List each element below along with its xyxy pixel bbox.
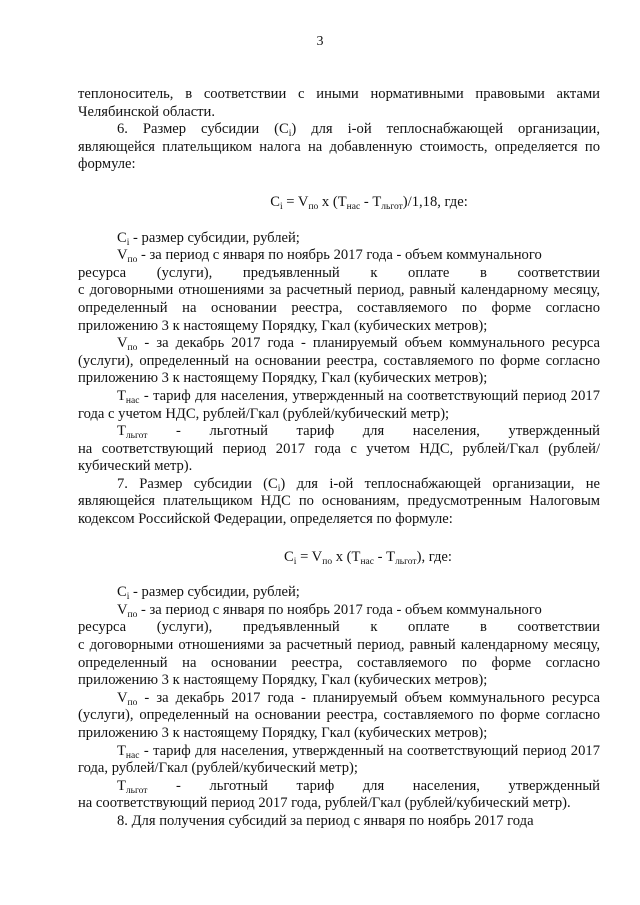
definition-tnas: $T_{нас}$ - тариф для населения, утвержденный на соответствующий период 2017 года с учетом НДС, рублей/Гкал (рублей/кубический метр); [78, 387, 600, 422]
definition-tlgot-line2: на соответствующий период 2017 года с учетом НДС, рублей/Гкал (рублей/кубический метр). [78, 440, 600, 475]
definition-vpo-line3: с договорными отношениями за расчетный период, равный календарному месяцу, определенный на основании реестра, составляемого по форме согласно приложению 3 к настоящему Порядку, Гкал (кубических метров); [78, 282, 600, 334]
definition2-vpo-december: $V_{по}$ - за декабрь 2017 года - планируемый объем коммунального ресурса (услуги), определенный на основании реестра, составляемого по форме согласно приложению 3 к настоящему Порядку, Гкал (кубических метров); [78, 689, 600, 741]
definition2-vpo-line3: с договорными отношениями за расчетный период, равный календарному месяцу, определенный на основании реестра, составляемого по форме согласно приложению 3 к настоящему Порядку, Гкал (кубических метров); [78, 637, 600, 689]
definition2-tlgot-line2: на соответствующий период 2017 года, рублей/Гкал (рублей/кубический метр). [78, 795, 571, 812]
formula-vat: $C_i = V_{по}$ x $(T_{нас} - T_{льгот})/1,18$, где: [270, 193, 468, 212]
definition-vpo-line2: ресурса (услуги), предъявленный к оплате в соответствии [78, 264, 600, 281]
page-number: 3 [316, 34, 324, 49]
definition-vpo-line1: $V_{по}$ - за период с января по ноябрь 2017 года - объем коммунального [117, 247, 542, 266]
definition-ci: $C_i$ - размер субсидии, рублей; [117, 229, 300, 248]
paragraph-7: 7. Размер субсидии $(C_i)$ для i-ой теплоснабжающей организации, не являющейся плательщиком НДС по основаниям, предусмотренным Налоговым кодексом Российской Федерации, определяется по формуле: [78, 475, 600, 528]
definition2-tnas: $T_{нас}$ - тариф для населения, утвержденный на соответствующий период 2017 года, рублей/Гкал (рублей/кубический метр); [78, 742, 600, 777]
definition2-tlgot-line1: $T_{льгот}$ - льготный тариф для населения, утвержденный [117, 777, 600, 796]
definition-vpo-december: $V_{по}$ - за декабрь 2017 года - планируемый объем коммунального ресурса (услуги), определенный на основании реестра, составляемого по форме согласно приложению 3 к настоящему Порядку, Гкал (кубических метров); [78, 335, 600, 387]
definition2-vpo-line1: $V_{по}$ - за период с января по ноябрь 2017 года - объем коммунального [117, 601, 542, 620]
definition2-ci: $C_i$ - размер субсидии, рублей; [117, 584, 300, 603]
paragraph-8: 8. Для получения субсидий за период с января по ноябрь 2017 года [117, 812, 534, 829]
formula-no-vat: $C_i = V_{по}$ x $(T_{нас} - T_{льгот})$, где: [284, 548, 452, 567]
document-body [78, 86, 600, 831]
paragraph-6: 6. Размер субсидии $(C_i)$ для i-ой теплоснабжающей организации, являющейся плательщиком налога на добавленную стоимость, определяется по формуле: [78, 121, 600, 173]
paragraph-intro: теплоноситель, в соответствии с иными нормативными правовыми актами Челябинской области. [78, 86, 600, 120]
definition-tlgot-line1: $T_{льгот}$ - льготный тариф для населения, утвержденный [117, 423, 600, 442]
definition2-vpo-line2: ресурса (услуги), предъявленный к оплате в соответствии [78, 619, 600, 636]
